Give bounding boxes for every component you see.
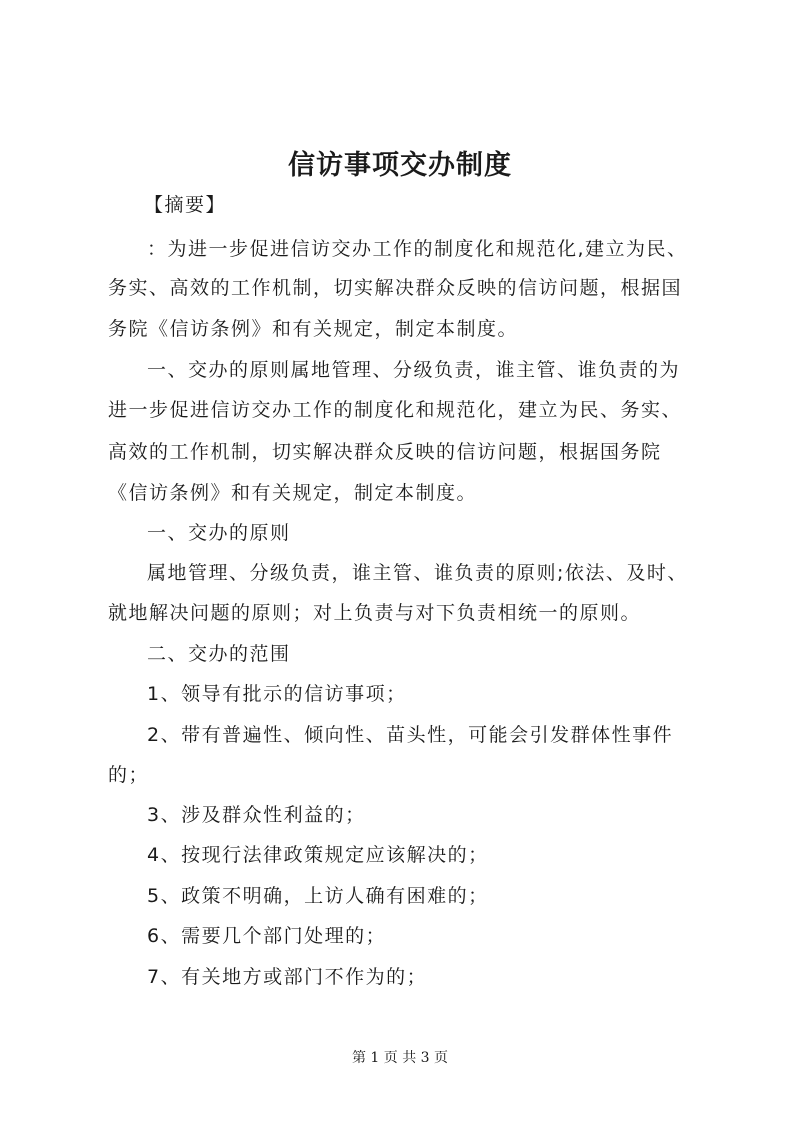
paragraph-line: 就地解决问题的原则；对上负责与对下负责相统一的原则。: [108, 602, 642, 624]
list-item: 5、政策不明确，上访人确有困难的；: [147, 885, 489, 907]
list-item: 6、需要几个部门处理的；: [147, 925, 387, 947]
list-item: 1、领导有批示的信访事项；: [147, 683, 407, 705]
abstract-label: 【摘要】: [144, 194, 227, 216]
paragraph-line: 一、交办的原则属地管理、分级负责，谁主管、谁负责的为: [147, 359, 681, 381]
paragraph-line: 《信访条例》和有关规定，制定本制度。: [108, 482, 478, 504]
list-item: 7、有关地方或部门不作为的；: [147, 966, 428, 988]
paragraph-line: 高效的工作机制，切实解决群众反映的信访问题，根据国务院: [108, 441, 662, 463]
section-heading: 二、交办的范围: [147, 643, 291, 665]
page-footer: 第 1 页 共 3 页: [351, 1050, 449, 1066]
paragraph-line: ：为进一步促进信访交办工作的制度化和规范化,建立为民、: [147, 238, 688, 260]
list-item: 2、带有普遍性、倾向性、苗头性，可能会引发群体性事件: [147, 724, 674, 746]
paragraph-line: 务实、高效的工作机制，切实解决群众反映的信访问题，根据国: [108, 277, 683, 299]
paragraph-line: 属地管理、分级负责，谁主管、谁负责的原则;依法、及时、: [147, 562, 688, 584]
paragraph-line: 进一步促进信访交办工作的制度化和规范化，建立为民、务实、: [108, 399, 683, 421]
paragraph-line: 务院《信访条例》和有关规定，制定本制度。: [108, 318, 519, 340]
section-heading: 一、交办的原则: [147, 522, 291, 544]
list-item-continuation: 的；: [108, 764, 150, 786]
list-item: 4、按现行法律政策规定应该解决的；: [147, 844, 489, 866]
list-item: 3、涉及群众性利益的；: [147, 804, 366, 826]
document-title: 信访事项交办制度: [288, 150, 512, 181]
